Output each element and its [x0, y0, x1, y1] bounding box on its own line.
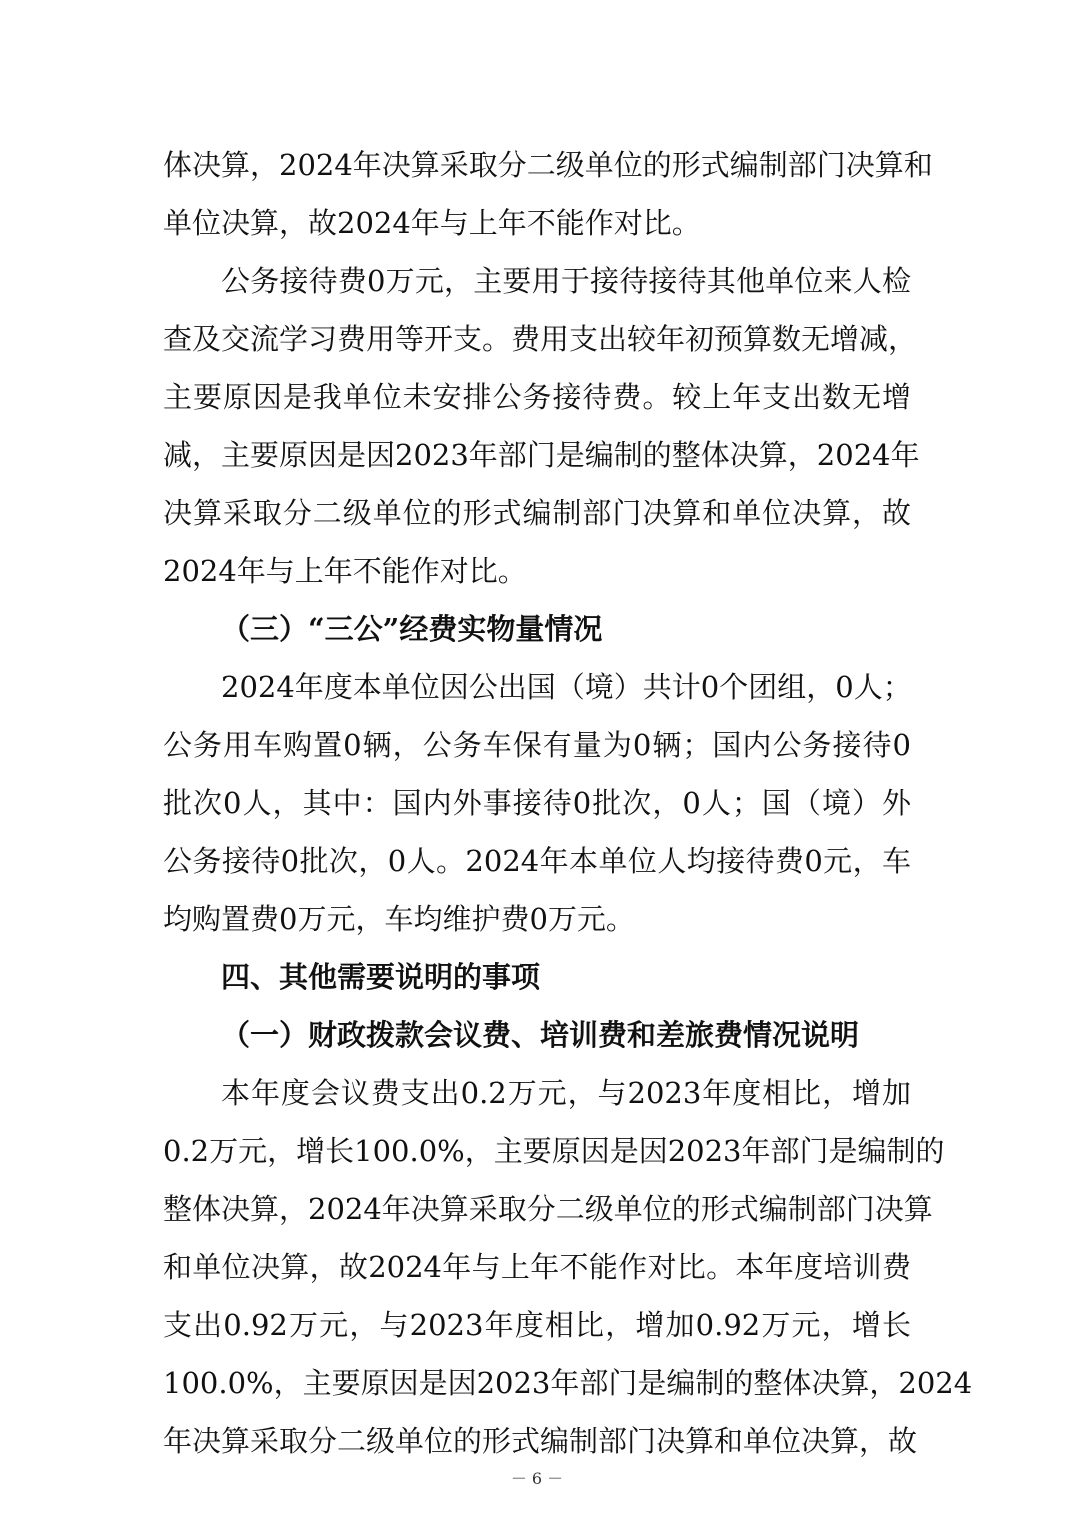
- paragraph-start-line: 公务接待费0万元，主要用于接待接待其他单位来人检: [221, 264, 911, 298]
- section-heading: （三）“三公”经费实物量情况: [221, 612, 603, 646]
- body-text: [163, 136, 973, 1470]
- text-line: 主要原因是我单位未安排公务接待费。较上年支出数无增: [163, 380, 911, 414]
- text-line: 0.2万元，增长100.0%，主要原因是因2023年部门是编制的: [163, 1134, 945, 1168]
- text-line: 公务接待0批次，0人。2024年本单位人均接待费0元，车: [163, 844, 911, 878]
- text-line: 2024年与上年不能作对比。: [163, 554, 527, 588]
- paragraph-start-line: 本年度会议费支出0.2万元，与2023年度相比，增加: [221, 1076, 911, 1110]
- paragraph-start-line: 2024年度本单位因公出国（境）共计0个团组，0人；: [221, 670, 912, 704]
- chapter-heading: 四、其他需要说明的事项: [221, 960, 541, 994]
- page-number: － 6 －: [510, 1469, 564, 1488]
- text-line: 整体决算，2024年决算采取分二级单位的形式编制部门决算: [163, 1192, 933, 1226]
- section-heading: （一）财政拨款会议费、培训费和差旅费情况说明: [221, 1018, 860, 1052]
- text-line: 100.0%，主要原因是因2023年部门是编制的整体决算，2024: [163, 1366, 973, 1400]
- text-line: 批次0人，其中：国内外事接待0批次，0人；国（境）外: [163, 786, 911, 820]
- text-line: 减，主要原因是因2023年部门是编制的整体决算，2024年: [163, 438, 920, 472]
- text-line: 单位决算，故2024年与上年不能作对比。: [163, 206, 701, 240]
- text-line: 年决算采取分二级单位的形式编制部门决算和单位决算，故: [163, 1424, 918, 1458]
- text-line: 体决算，2024年决算采取分二级单位的形式编制部门决算和: [163, 148, 933, 182]
- text-line: 和单位决算，故2024年与上年不能作对比。本年度培训费: [163, 1250, 911, 1284]
- text-line: 查及交流学习费用等开支。费用支出较年初预算数无增减，: [163, 322, 918, 356]
- text-line: 支出0.92万元，与2023年度相比，增加0.92万元，增长: [163, 1308, 911, 1342]
- text-line: 公务用车购置0辆，公务车保有量为0辆；国内公务接待0: [163, 728, 911, 762]
- text-line: 均购置费0万元，车均维护费0万元。: [163, 902, 635, 936]
- text-line: 决算采取分二级单位的形式编制部门决算和单位决算，故: [163, 496, 911, 530]
